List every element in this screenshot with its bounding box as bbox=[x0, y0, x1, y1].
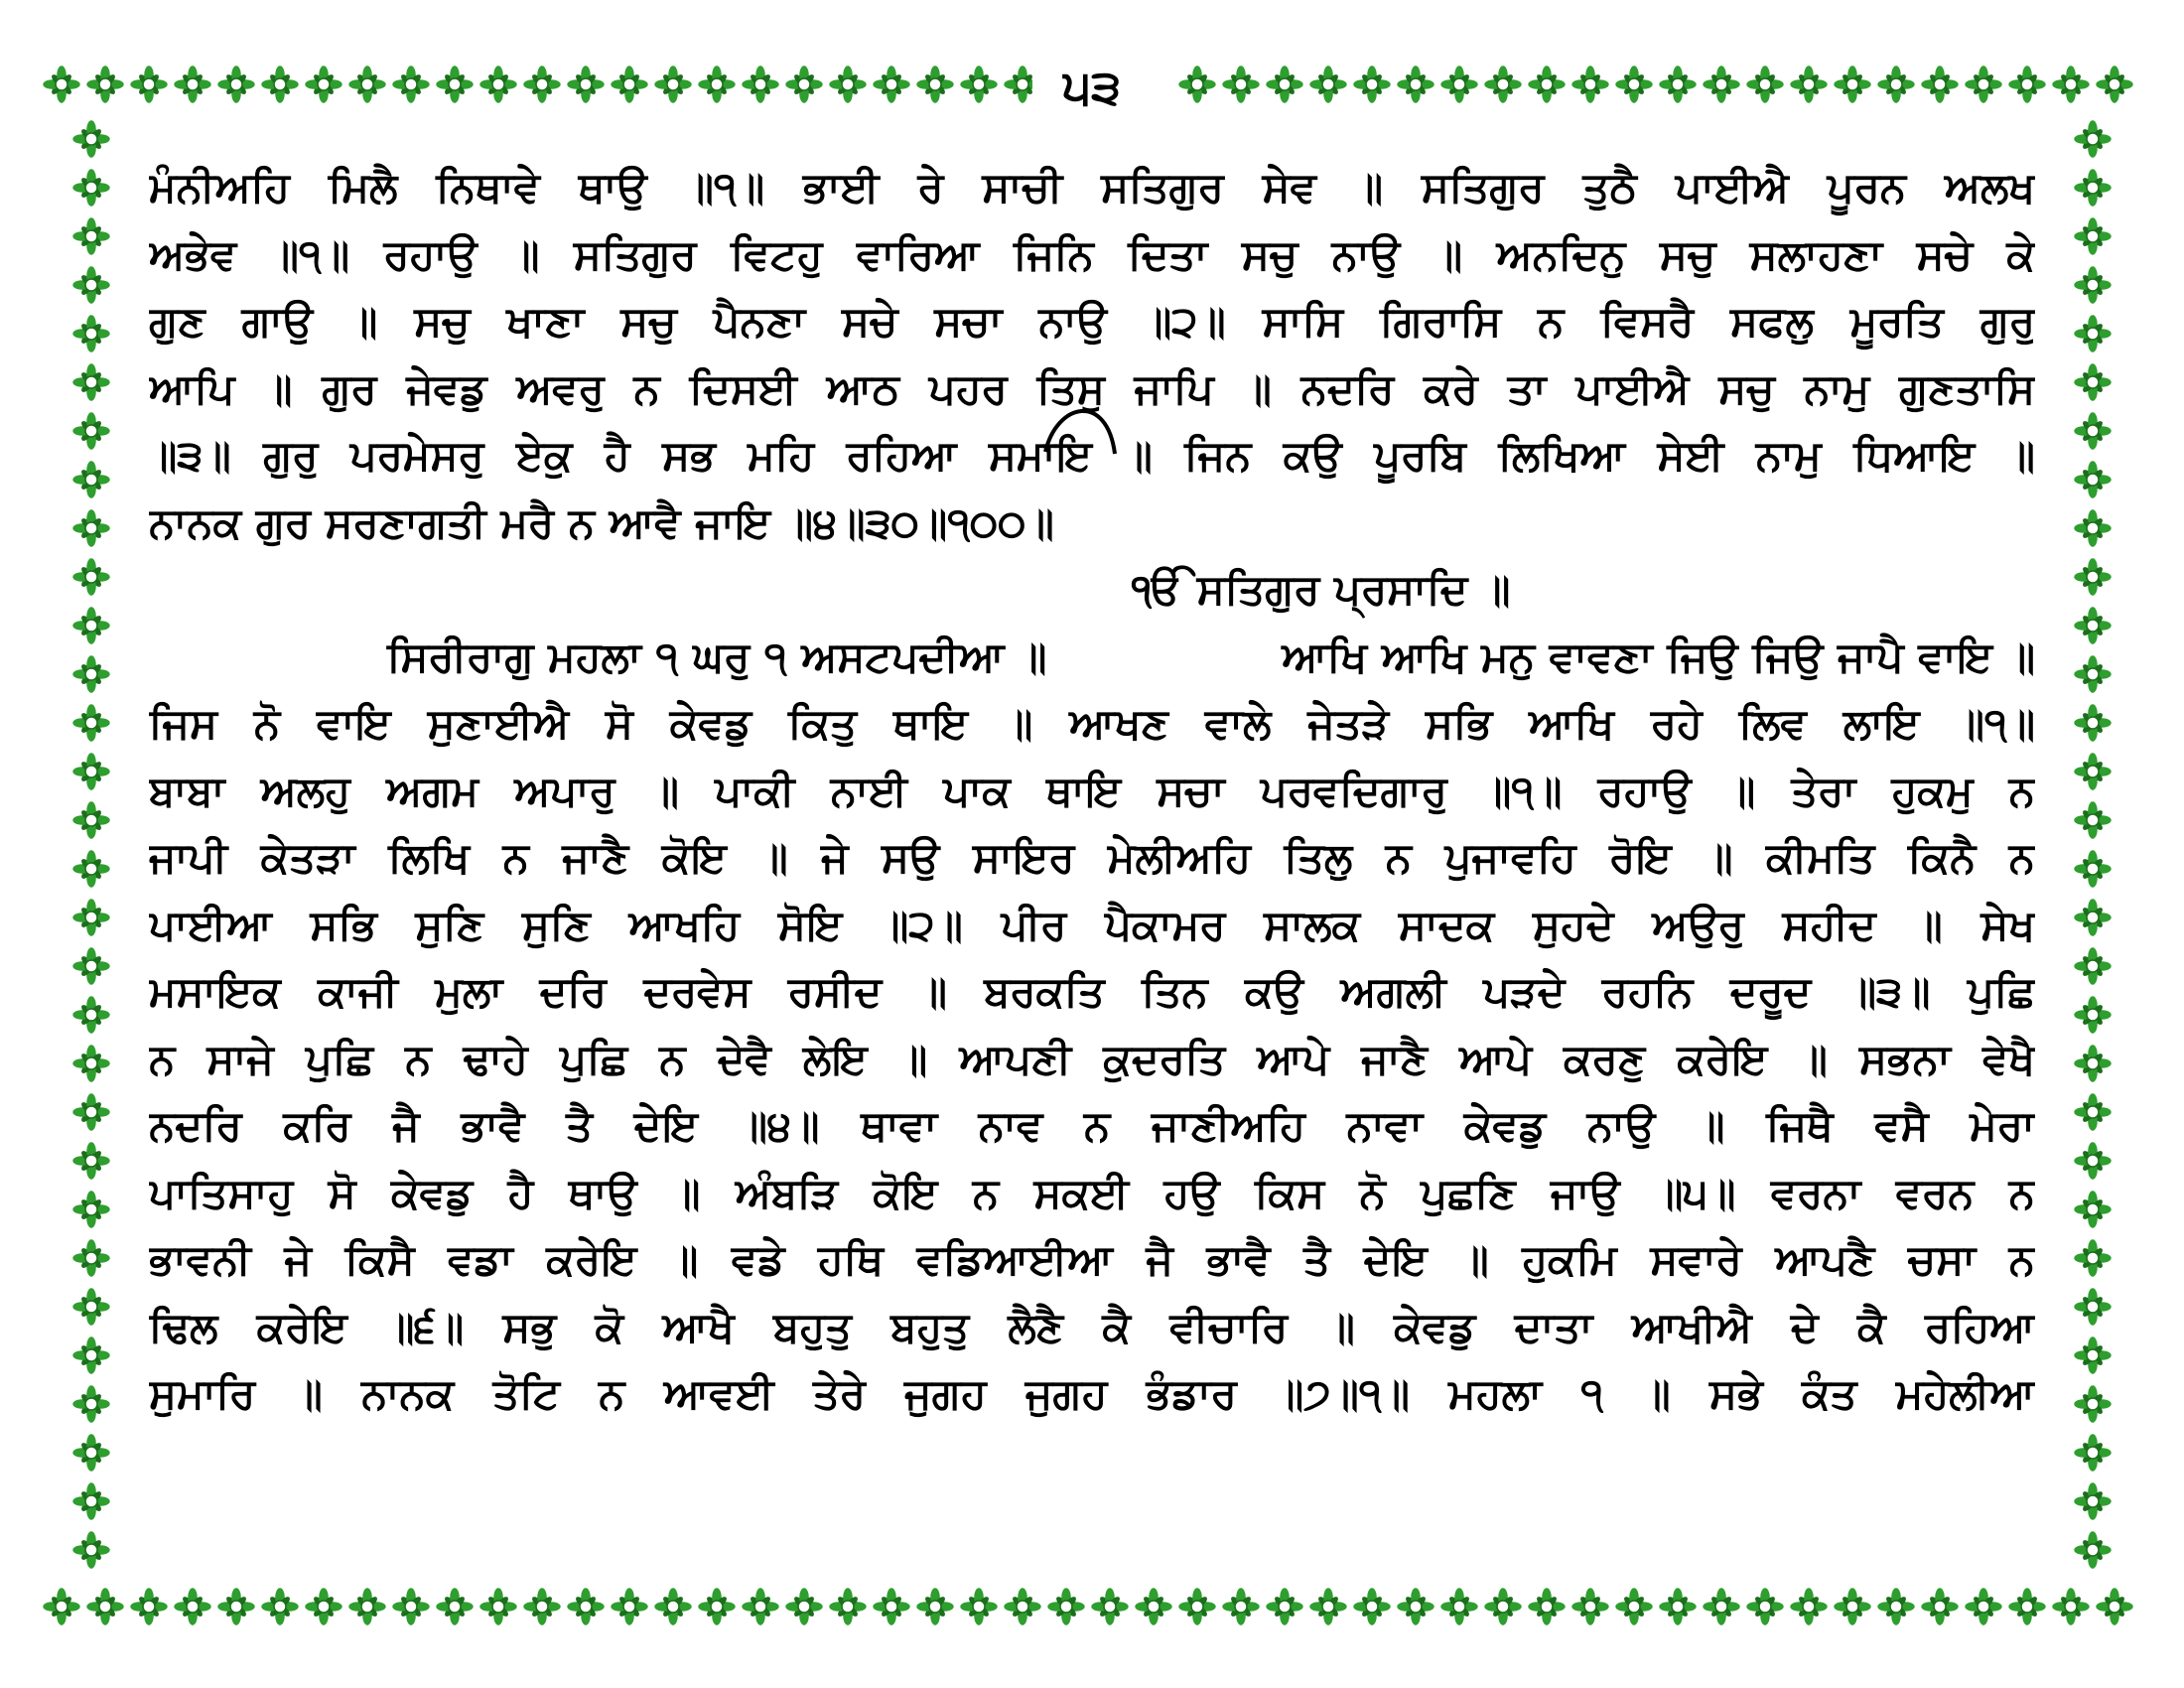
flower-vine-icon bbox=[1484, 66, 1521, 102]
text-line: ਆਪਿ ॥ ਗੁਰ ਜੇਵਡੁ ਅਵਰੁ ਨ ਦਿਸਈ ਆਠ ਪਹਰ ਤਿਸੁ ਜਾਪਿ ॥ ਨਦਰਿ ਕਰੇ ਤਾ ਪਾਈਐ ਸਚੁ ਨਾਮੁ ਗੁਣਤਾਸਿ bbox=[149, 363, 2035, 413]
flower-vine-icon bbox=[1091, 1588, 1128, 1624]
flower-vine-icon bbox=[785, 66, 822, 102]
flower-vine-icon bbox=[2074, 753, 2111, 789]
flower-vine-icon bbox=[1921, 1588, 1958, 1624]
flower-vine-icon bbox=[2008, 66, 2045, 102]
flower-vine-icon bbox=[1353, 1588, 1390, 1624]
text-line: ਜਾਪੀ ਕੇਤੜਾ ਲਿਖਿ ਨ ਜਾਣੈ ਕੋਇ ॥ ਜੇ ਸਉ ਸਾਇਰ ਮੇਲੀਅਹਿ ਤਿਲੁ ਨ ਪੁਜਾਵਹਿ ਰੋਇ ॥ ਕੀਮਤਿ ਕਿਨੈ ਨ bbox=[149, 833, 2035, 882]
flower-vine-icon bbox=[72, 509, 109, 546]
flower-vine-icon bbox=[72, 1288, 109, 1325]
flower-vine-icon bbox=[436, 66, 473, 102]
flower-vine-icon bbox=[916, 1588, 953, 1624]
flower-vine-icon bbox=[1615, 66, 1652, 102]
flower-vine-icon bbox=[2074, 1288, 2111, 1325]
flower-vine-icon bbox=[1397, 1588, 1433, 1624]
flower-vine-icon bbox=[742, 66, 778, 102]
flower-vine-icon bbox=[873, 66, 909, 102]
flower-vine-icon bbox=[611, 1588, 647, 1624]
flower-vine-icon bbox=[72, 1336, 109, 1373]
flower-vine-icon bbox=[72, 315, 109, 352]
invocation: ੴ ਸਤਿਗੁਰ ਪ੍ਰਸਾਦਿ ॥ bbox=[1132, 565, 1511, 614]
flower-vine-icon bbox=[72, 1482, 109, 1519]
flower-vine-icon bbox=[72, 120, 109, 157]
flower-vine-icon bbox=[348, 66, 385, 102]
flower-vine-icon bbox=[1965, 1588, 2001, 1624]
flower-vine-icon bbox=[1571, 1588, 1608, 1624]
flower-vine-icon bbox=[1528, 1588, 1565, 1624]
flower-vine-icon bbox=[2096, 1588, 2132, 1624]
flower-vine-icon bbox=[1965, 66, 2001, 102]
flower-vine-icon bbox=[1178, 1588, 1215, 1624]
flower-vine-icon bbox=[72, 801, 109, 838]
flower-vine-icon bbox=[2074, 1385, 2111, 1422]
flower-vine-icon bbox=[1004, 1588, 1040, 1624]
flower-vine-icon bbox=[785, 1588, 822, 1624]
floral-border-bottom bbox=[40, 1577, 2144, 1636]
flower-vine-icon bbox=[1703, 66, 1739, 102]
flower-vine-icon bbox=[72, 1385, 109, 1422]
flower-vine-icon bbox=[72, 1093, 109, 1130]
flower-vine-icon bbox=[2074, 217, 2111, 254]
flower-vine-icon bbox=[1877, 66, 1914, 102]
flower-vine-icon bbox=[72, 996, 109, 1033]
flower-vine-icon bbox=[2074, 1482, 2111, 1519]
flower-vine-icon bbox=[2074, 801, 2111, 838]
flower-vine-icon bbox=[829, 66, 866, 102]
flower-vine-icon bbox=[261, 1588, 298, 1624]
text-line: ਨ ਸਾਜੇ ਪੁਛਿ ਨ ਢਾਹੇ ਪੁਛਿ ਨ ਦੇਵੈ ਲੇਇ ॥ ਆਪਣੀ ਕੁਦਰਤਿ ਆਪੇ ਜਾਣੈ ਆਪੇ ਕਰਣੁ ਕਰੇਇ ॥ ਸਭਨਾ ਵੇਖੈ bbox=[149, 1034, 2035, 1083]
heading-continuation: ਆਖਿ ਆਖਿ ਮਨੁ ਵਾਵਣਾ ਜਿਉ ਜਿਉ ਜਾਪੈ ਵਾਇ ॥ bbox=[1282, 632, 2035, 681]
flower-vine-icon bbox=[611, 66, 647, 102]
flower-vine-icon bbox=[2074, 363, 2111, 400]
flower-vine-icon bbox=[174, 1588, 210, 1624]
flower-vine-icon bbox=[2074, 1093, 2111, 1130]
flower-vine-icon bbox=[72, 558, 109, 595]
scripture-text bbox=[149, 154, 2035, 1428]
text-line: ਢਿਲ ਕਰੇਇ ॥੬॥ ਸਭੁ ਕੋ ਆਖੈ ਬਹੁਤੁ ਬਹੁਤੁ ਲੈਣੈ ਕੈ ਵੀਚਾਰਿ ॥ ਕੇਵਡੁ ਦਾਤਾ ਆਖੀਐ ਦੇ ਕੈ ਰਹਿਆ bbox=[149, 1302, 2035, 1351]
flower-vine-icon bbox=[174, 66, 210, 102]
flower-vine-icon bbox=[72, 947, 109, 984]
flower-vine-icon bbox=[698, 66, 735, 102]
flower-vine-icon bbox=[1746, 66, 1783, 102]
flower-vine-icon bbox=[86, 66, 123, 102]
flower-vine-icon bbox=[2074, 1434, 2111, 1471]
flower-vine-icon bbox=[2008, 1588, 2045, 1624]
flower-vine-icon bbox=[1528, 66, 1565, 102]
flower-vine-icon bbox=[1440, 66, 1477, 102]
flower-vine-icon bbox=[2074, 996, 2111, 1033]
flower-vine-icon bbox=[2074, 1239, 2111, 1276]
flower-vine-icon bbox=[1659, 1588, 1696, 1624]
flower-vine-icon bbox=[2074, 558, 2111, 595]
text-line: ਪਾਈਆ ਸਭਿ ਸੁਣਿ ਸੁਣਿ ਆਖਹਿ ਸੋਇ ॥੨॥ ਪੀਰ ਪੈਕਾਮਰ ਸਾਲਕ ਸਾਦਕ ਸੁਹਦੇ ਅਉਰੁ ਸਹੀਦ ॥ ਸੇਖ bbox=[149, 900, 2035, 949]
flower-vine-icon bbox=[1266, 66, 1302, 102]
flower-vine-icon bbox=[523, 66, 560, 102]
flower-vine-icon bbox=[72, 1191, 109, 1227]
flower-vine-icon bbox=[72, 1434, 109, 1471]
flower-vine-icon bbox=[1222, 1588, 1259, 1624]
flower-vine-icon bbox=[2074, 1531, 2111, 1568]
flower-vine-icon bbox=[217, 1588, 254, 1624]
flower-vine-icon bbox=[2074, 169, 2111, 206]
flower-vine-icon bbox=[86, 1588, 123, 1624]
flower-vine-icon bbox=[305, 66, 341, 102]
flower-vine-icon bbox=[72, 169, 109, 206]
flower-vine-icon bbox=[130, 1588, 167, 1624]
flower-vine-icon bbox=[2052, 66, 2089, 102]
flower-vine-icon bbox=[436, 1588, 473, 1624]
flower-vine-icon bbox=[72, 655, 109, 692]
flower-vine-icon bbox=[392, 66, 429, 102]
text-line: ਗੁਣ ਗਾਉ ॥ ਸਚੁ ਖਾਣਾ ਸਚੁ ਪੈਨਣਾ ਸਚੇ ਸਚਾ ਨਾਉ ॥੨॥ ਸਾਸਿ ਗਿਰਾਸਿ ਨ ਵਿਸਰੈ ਸਫਲੁ ਮੂਰਤਿ ਗੁਰੁ bbox=[149, 297, 2035, 346]
flower-vine-icon bbox=[217, 66, 254, 102]
flower-vine-icon bbox=[261, 66, 298, 102]
text-line: ਪਾਤਿਸਾਹੁ ਸੋ ਕੇਵਡੁ ਹੈ ਥਾਉ ॥ ਅੰਬੜਿ ਕੋਇ ਨ ਸਕਈ ਹਉ ਕਿਸ ਨੋ ਪੁਛਣਿ ਜਾਉ ॥੫॥ ਵਰਨਾ ਵਰਨ ਨ bbox=[149, 1168, 2035, 1217]
flower-vine-icon bbox=[1834, 1588, 1870, 1624]
flower-vine-icon bbox=[567, 1588, 604, 1624]
flower-vine-icon bbox=[916, 66, 953, 102]
flower-vine-icon bbox=[1615, 1588, 1652, 1624]
flower-vine-icon bbox=[479, 1588, 516, 1624]
flower-vine-icon bbox=[1834, 66, 1870, 102]
flower-vine-icon bbox=[72, 1045, 109, 1081]
flower-vine-icon bbox=[2074, 509, 2111, 546]
flower-vine-icon bbox=[1353, 66, 1390, 102]
flower-vine-icon bbox=[130, 66, 167, 102]
floral-border-left bbox=[62, 114, 121, 1574]
text-line: ॥੩॥ ਗੁਰੁ ਪਰਮੇਸਰੁ ਏਕੁ ਹੈ ਸਭ ਮਹਿ ਰਹਿਆ ਸਮਾਇ ॥ ਜਿਨ ਕਉ ਪੂਰਬਿ ਲਿਖਿਆ ਸੇਈ ਨਾਮੁ ਧਿਆਇ ॥ bbox=[149, 431, 2035, 480]
text-line: ਜਿਸ ਨੋ ਵਾਇ ਸੁਣਾਈਐ ਸੋ ਕੇਵਡੁ ਕਿਤੁ ਥਾਇ ॥ ਆਖਣ ਵਾਲੇ ਜੇਤੜੇ ਸਭਿ ਆਖਿ ਰਹੇ ਲਿਵ ਲਾਇ ॥੧॥ bbox=[149, 699, 2035, 748]
flower-vine-icon bbox=[1309, 66, 1346, 102]
flower-vine-icon bbox=[960, 66, 997, 102]
flower-vine-icon bbox=[1047, 1588, 1084, 1624]
flower-vine-icon bbox=[72, 266, 109, 303]
flower-vine-icon bbox=[1178, 66, 1215, 102]
flower-vine-icon bbox=[72, 461, 109, 497]
flower-vine-icon bbox=[72, 899, 109, 935]
text-line: ਸੁਮਾਰਿ ॥ ਨਾਨਕ ਤੋਟਿ ਨ ਆਵਈ ਤੇਰੇ ਜੁਗਹ ਜੁਗਹ ਭੰਡਾਰ ॥੭॥੧॥ ਮਹਲਾ ੧ ॥ ਸਭੇ ਕੰਤ ਮਹੇਲੀਆ bbox=[149, 1369, 2035, 1418]
flower-vine-icon bbox=[2074, 266, 2111, 303]
text-line: ਬਾਬਾ ਅਲਹੁ ਅਗਮ ਅਪਾਰੁ ॥ ਪਾਕੀ ਨਾਈ ਪਾਕ ਥਾਇ ਸਚਾ ਪਰਵਦਿਗਾਰੁ ॥੧॥ ਰਹਾਉ ॥ ਤੇਰਾ ਹੁਕਮੁ ਨ bbox=[149, 766, 2035, 815]
flower-vine-icon bbox=[72, 850, 109, 887]
flower-vine-icon bbox=[348, 1588, 385, 1624]
flower-vine-icon bbox=[2074, 1045, 2111, 1081]
flower-vine-icon bbox=[873, 1588, 909, 1624]
flower-vine-icon bbox=[43, 66, 79, 102]
flower-vine-icon bbox=[2052, 1588, 2089, 1624]
flower-vine-icon bbox=[2074, 655, 2111, 692]
flower-vine-icon bbox=[1790, 66, 1827, 102]
flower-vine-icon bbox=[72, 363, 109, 400]
flower-vine-icon bbox=[1397, 66, 1433, 102]
flower-vine-icon bbox=[1921, 66, 1958, 102]
flower-vine-icon bbox=[2074, 704, 2111, 741]
text-line: ਅਭੇਵ ॥੧॥ ਰਹਾਉ ॥ ਸਤਿਗੁਰ ਵਿਟਹੁ ਵਾਰਿਆ ਜਿਨਿ ਦਿਤਾ ਸਚੁ ਨਾਉ ॥ ਅਨਦਿਨੁ ਸਚੁ ਸਲਾਹਣਾ ਸਚੇ ਕੇ bbox=[149, 229, 2035, 279]
flower-vine-icon bbox=[1440, 1588, 1477, 1624]
section-heading: ਸਿਰੀਰਾਗੁ ਮਹਲਾ ੧ ਘਰੁ ੧ ਅਸਟਪਦੀਆ ॥ bbox=[387, 632, 1047, 681]
flower-vine-icon bbox=[2074, 461, 2111, 497]
flower-vine-icon bbox=[72, 704, 109, 741]
flower-vine-icon bbox=[2074, 947, 2111, 984]
flower-vine-icon bbox=[1659, 66, 1696, 102]
flower-vine-icon bbox=[2074, 1142, 2111, 1179]
flower-vine-icon bbox=[305, 1588, 341, 1624]
flower-vine-icon bbox=[567, 66, 604, 102]
flower-vine-icon bbox=[1266, 1588, 1302, 1624]
text-line: ਨਦਰਿ ਕਰਿ ਜੈ ਭਾਵੈ ਤੈ ਦੇਇ ॥੪॥ ਥਾਵਾ ਨਾਵ ਨ ਜਾਣੀਅਹਿ ਨਾਵਾ ਕੇਵਡੁ ਨਾਉ ॥ ਜਿਥੈ ਵਸੈ ਮੇਰਾ bbox=[149, 1101, 2035, 1150]
flower-vine-icon bbox=[72, 217, 109, 254]
flower-vine-icon bbox=[654, 1588, 691, 1624]
flower-vine-icon bbox=[1484, 1588, 1521, 1624]
section-heading-row bbox=[149, 624, 2035, 691]
flower-vine-icon bbox=[2074, 120, 2111, 157]
flower-vine-icon bbox=[72, 607, 109, 643]
flower-vine-icon bbox=[742, 1588, 778, 1624]
page-number: ੫੩ bbox=[1032, 58, 1152, 117]
flower-vine-icon bbox=[1135, 1588, 1171, 1624]
flower-vine-icon bbox=[392, 1588, 429, 1624]
flower-vine-icon bbox=[2096, 66, 2132, 102]
flower-vine-icon bbox=[2074, 850, 2111, 887]
flower-vine-icon bbox=[1309, 1588, 1346, 1624]
text-line: ਮਸਾਇਕ ਕਾਜੀ ਮੁਲਾ ਦਰਿ ਦਰਵੇਸ ਰਸੀਦ ॥ ਬਰਕਤਿ ਤਿਨ ਕਉ ਅਗਲੀ ਪੜਦੇ ਰਹਨਿ ਦਰੂਦ ॥੩॥ ਪੁਛਿ bbox=[149, 967, 2035, 1016]
flower-vine-icon bbox=[72, 1239, 109, 1276]
flower-vine-icon bbox=[1222, 66, 1259, 102]
flower-vine-icon bbox=[72, 1531, 109, 1568]
flower-vine-icon bbox=[2074, 899, 2111, 935]
flower-vine-icon bbox=[72, 412, 109, 449]
flower-vine-icon bbox=[523, 1588, 560, 1624]
flower-vine-icon bbox=[72, 753, 109, 789]
flower-vine-icon bbox=[1703, 1588, 1739, 1624]
flower-vine-icon bbox=[479, 66, 516, 102]
flower-vine-icon bbox=[1877, 1588, 1914, 1624]
flower-vine-icon bbox=[829, 1588, 866, 1624]
flower-vine-icon bbox=[2074, 412, 2111, 449]
text-line: ਨਾਨਕ ਗੁਰ ਸਰਣਾਗਤੀ ਮਰੈ ਨ ਆਵੈ ਜਾਇ ॥੪॥੩੦॥੧੦੦॥ bbox=[149, 497, 1054, 547]
flower-vine-icon bbox=[960, 1588, 997, 1624]
flower-vine-icon bbox=[2074, 1191, 2111, 1227]
flower-vine-icon bbox=[1790, 1588, 1827, 1624]
flower-vine-icon bbox=[1746, 1588, 1783, 1624]
text-line: ਮੰਨੀਅਹਿ ਮਿਲੈ ਨਿਥਾਵੇ ਥਾਉ ॥੧॥ ਭਾਈ ਰੇ ਸਾਚੀ ਸਤਿਗੁਰ ਸੇਵ ॥ ਸਤਿਗੁਰ ਤੁਠੈ ਪਾਈਐ ਪੂਰਨ ਅਲਖ bbox=[149, 163, 2035, 211]
flower-vine-icon bbox=[698, 1588, 735, 1624]
flower-vine-icon bbox=[2074, 1336, 2111, 1373]
text-line: ਭਾਵਨੀ ਜੇ ਕਿਸੈ ਵਡਾ ਕਰੇਇ ॥ ਵਡੇ ਹਥਿ ਵਡਿਆਈਆ ਜੈ ਭਾਵੈ ਤੈ ਦੇਇ ॥ ਹੁਕਮਿ ਸਵਾਰੇ ਆਪਣੈ ਚਸਾ ਨ bbox=[149, 1235, 2035, 1284]
flower-vine-icon bbox=[72, 1142, 109, 1179]
flower-vine-icon bbox=[2074, 607, 2111, 643]
flower-vine-icon bbox=[1571, 66, 1608, 102]
floral-border-right bbox=[2063, 114, 2122, 1574]
flower-vine-icon bbox=[43, 1588, 79, 1624]
flower-vine-icon bbox=[2074, 315, 2111, 352]
flower-vine-icon bbox=[654, 66, 691, 102]
